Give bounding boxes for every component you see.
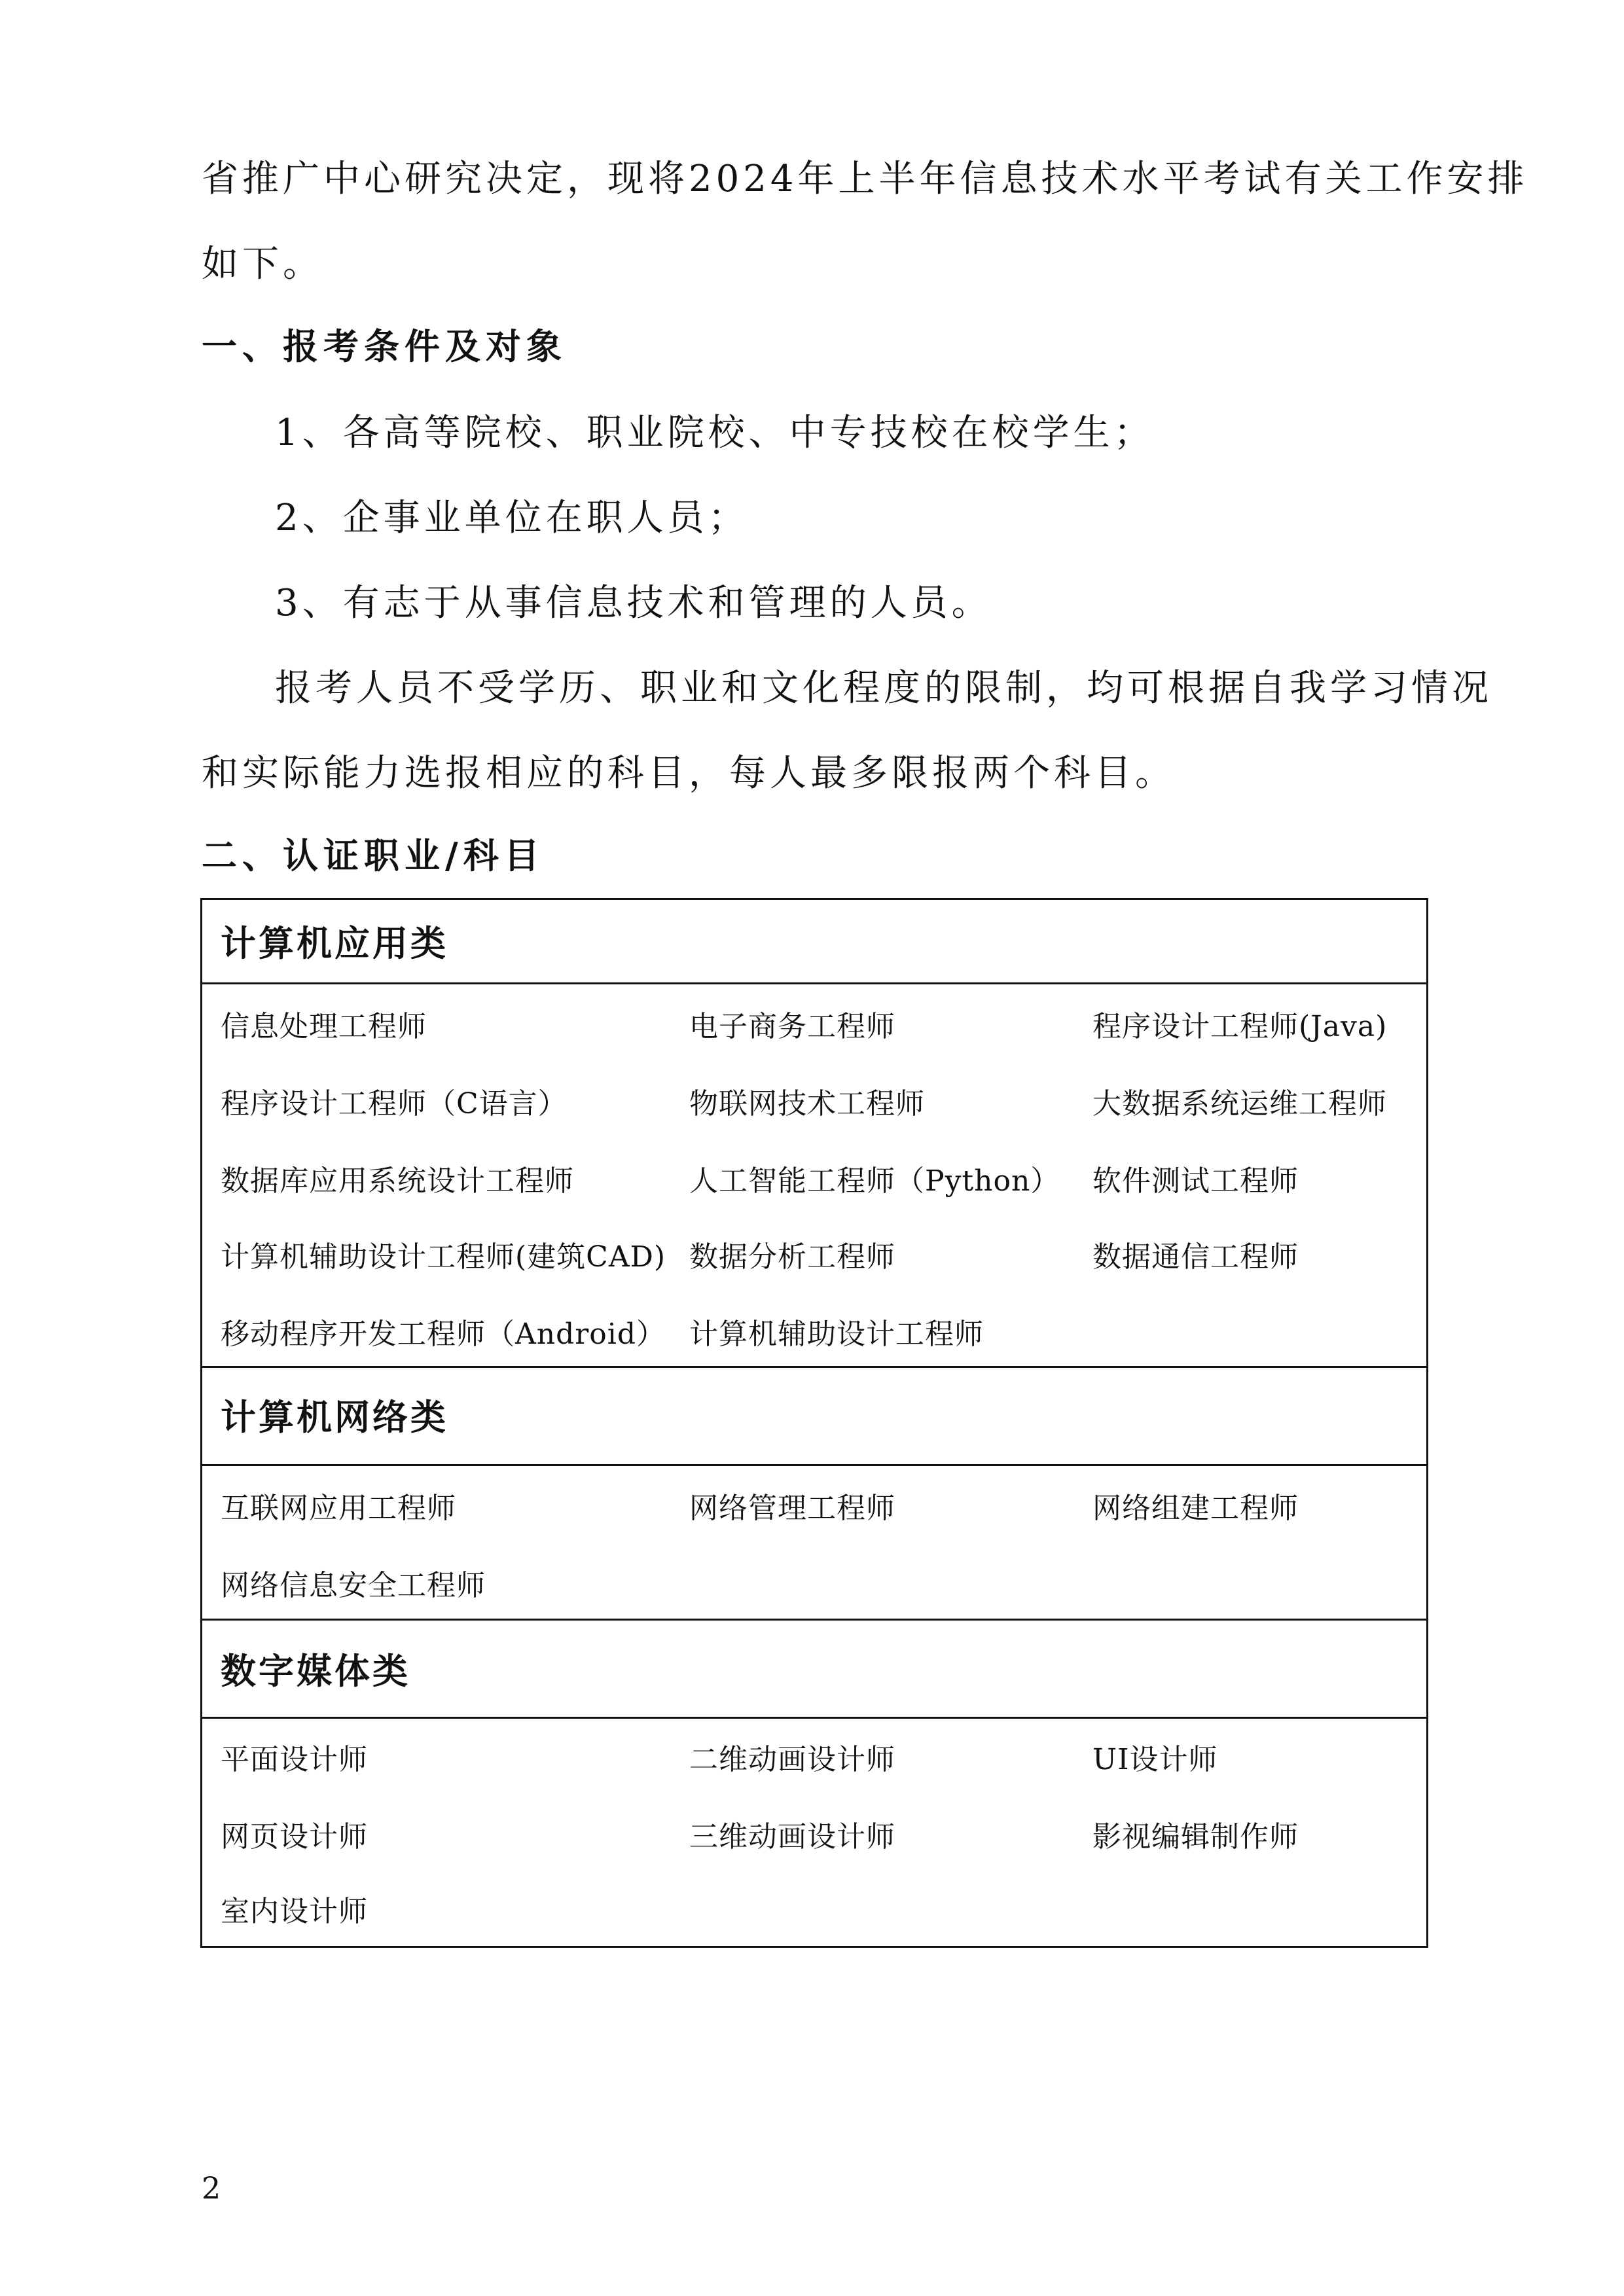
job-item: 网络组建工程师 [1092,1492,1299,1525]
page-number: 2 [202,2170,221,2206]
job-item: 程序设计工程师(Java) [1092,1010,1388,1043]
category-title-computer-application: 计算机应用类 [221,923,448,964]
requirement-item-1: 1、各高等院校、职业院校、中专技校在校学生； [275,412,1155,454]
job-item: 平面设计师 [221,1743,368,1776]
job-item: 大数据系统运维工程师 [1092,1087,1387,1121]
job-item: 移动程序开发工程师（Android） [221,1318,666,1351]
category-title-digital-media: 数字媒体类 [221,1651,410,1692]
job-item: 二维动画设计师 [689,1743,895,1776]
requirement-note-line-2: 和实际能力选报相应的科目，每人最多限报两个科目。 [202,752,1176,795]
table-divider [202,1464,1426,1466]
requirement-item-2: 2、企事业单位在职人员； [275,497,749,539]
category-title-computer-network: 计算机网络类 [221,1397,448,1438]
job-item: UI设计师 [1092,1743,1218,1776]
job-item: 网页设计师 [221,1820,368,1854]
job-item: 程序设计工程师（C语言） [221,1087,568,1121]
job-item: 信息处理工程师 [221,1010,427,1043]
job-item: 网络信息安全工程师 [221,1569,486,1602]
job-item: 数据库应用系统设计工程师 [221,1164,574,1198]
table-divider [202,1366,1426,1368]
table-divider [202,1717,1426,1719]
job-item: 物联网技术工程师 [689,1087,925,1121]
section-2-heading: 二、认证职业/科目 [202,835,545,876]
job-item: 三维动画设计师 [689,1820,895,1854]
job-item: 互联网应用工程师 [221,1492,456,1525]
requirement-note-line-1: 报考人员不受学历、职业和文化程度的限制，均可根据自我学习情况 [275,667,1492,709]
table-divider [202,982,1426,984]
job-item: 电子商务工程师 [689,1010,895,1043]
requirement-item-3: 3、有志于从事信息技术和管理的人员。 [275,582,992,624]
job-item: 室内设计师 [221,1895,368,1928]
section-1-heading: 一、报考条件及对象 [202,326,567,367]
subject-table [200,898,1428,1948]
job-item: 影视编辑制作师 [1092,1820,1299,1854]
intro-line-1: 省推广中心研究决定，现将2024年上半年信息技术水平考试有关工作安排 [202,158,1528,200]
job-item: 数据通信工程师 [1092,1240,1299,1274]
job-item: 数据分析工程师 [689,1240,895,1274]
intro-line-2: 如下。 [202,243,323,285]
table-divider [202,1619,1426,1621]
job-item: 软件测试工程师 [1092,1164,1299,1198]
job-item: 计算机辅助设计工程师 [689,1318,984,1351]
job-item: 计算机辅助设计工程师(建筑CAD) [221,1240,666,1274]
job-item: 人工智能工程师（Python） [689,1164,1060,1198]
job-item: 网络管理工程师 [689,1492,895,1525]
